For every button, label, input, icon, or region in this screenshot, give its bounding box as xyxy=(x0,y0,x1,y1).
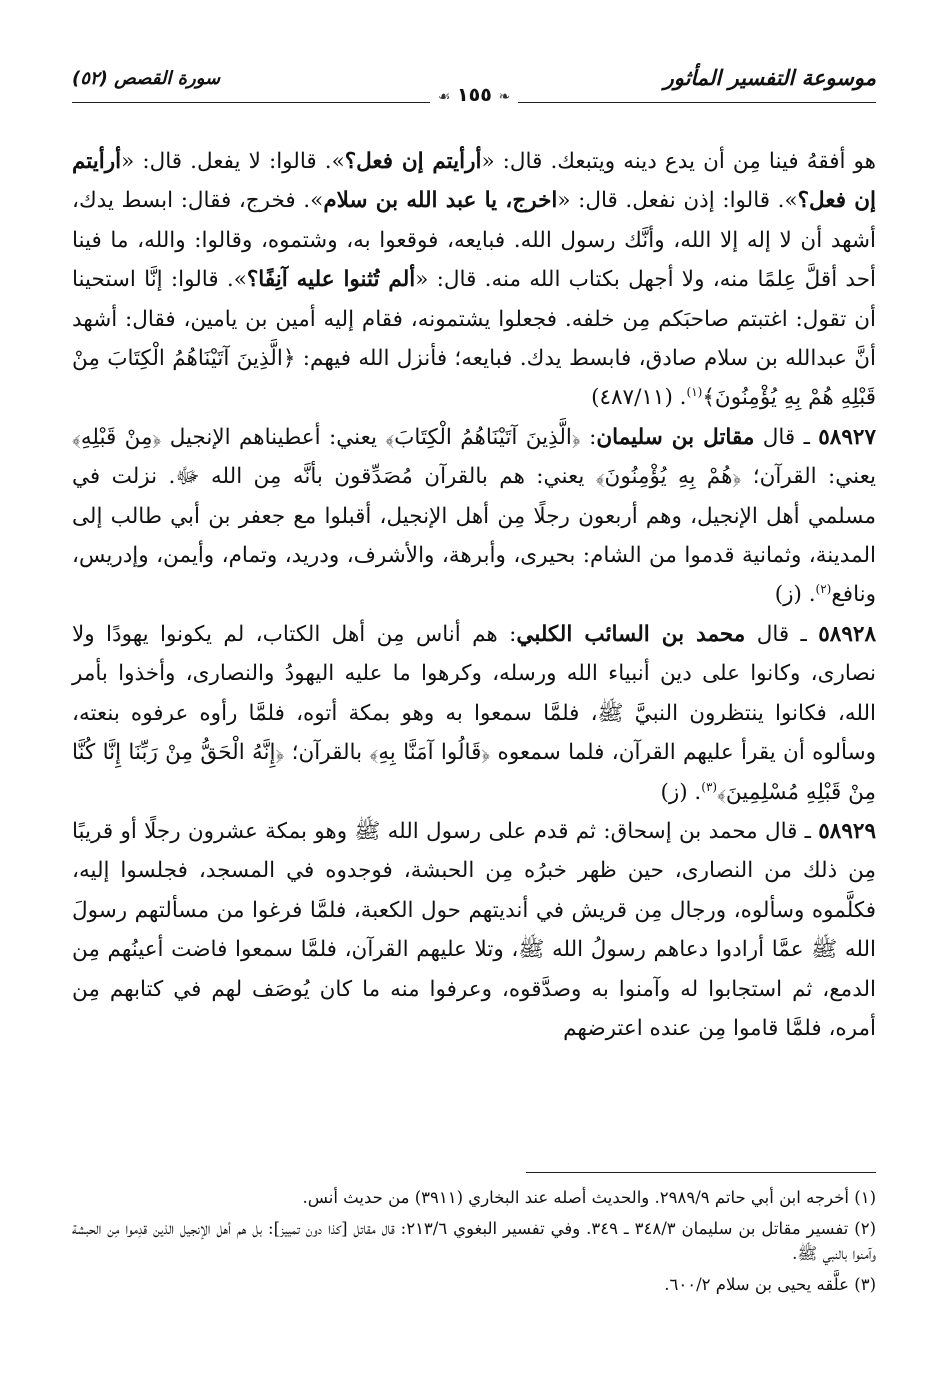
quran-verse: ﴿هُمْ بِهِ يُؤْمِنُونَ﴾ xyxy=(595,464,742,490)
narrator-name: مقاتل بن سليمان xyxy=(596,424,755,450)
entry-number: ٥٨٩٢٨ xyxy=(818,621,876,647)
book-title: موسوعة التفسير المأثور xyxy=(663,66,876,90)
entry-number: ٥٨٩٢٩ xyxy=(818,818,876,844)
page-number-block xyxy=(430,84,518,106)
footnote: (٢) تفسير مقاتل بن سليمان ٣٤٨/٣ ـ ٣٤٩. وفي تفسير البغوي ٢١٣/٦: قال مقاتل [كذا دون تمييز]: بل هم أهل الإنجيل الذين قدِموا مِن الحبشة وآمنوا بالنبي ﷺ. xyxy=(72,1219,876,1263)
footnote-divider xyxy=(526,1172,876,1173)
quran-verse: ﴿قَالُوا آمَنَّا بِهِ﴾ xyxy=(369,740,491,766)
page-number: ١٥٥ xyxy=(457,84,492,106)
footnote: (٣) علَّقه يحيى بن سلام ٦٠٠/٢. xyxy=(664,1275,876,1294)
footnote-ref: (١) xyxy=(686,385,703,400)
footnotes xyxy=(72,1172,876,1303)
quran-verse: ﴿الَّذِينَ آتَيْنَاهُمُ الْكِتَابَ مِنْ قَبْلِهِ هُمْ بِهِ يُؤْمِنُونَ﴾ xyxy=(72,346,876,411)
entry-number: ٥٨٩٢٧ xyxy=(818,424,876,450)
entry-paragraph: ٥٨٩٢٧ ـ قال مقاتل بن سليمان: ﴿الَّذِينَ آتَيْنَاهُمُ الْكِتَابَ﴾ يعني: أعطيناهم الإنجيل ﴿مِنْ قَبْلِهِ﴾ يعني: القرآن؛ ﴿هُمْ بِهِ يُؤْمِنُونَ﴾ يعني: هم بالقرآن مُصَدِّقون بأنَّه مِن الله ﷻ. نزلت في مسلمي أهل الإنجيل، وهم أربعون رجلًا مِن أهل الإنجيل، أقبلوا مع جعفر بن أبي طالب إلى المدينة، وثمانية قدموا من الشام: بحيرى، وأبرهة، والأشرف، ودريد، وتمام، وأيمن، وإدريس، ونافع$^{(٢)}$. (ز) xyxy=(72,424,876,608)
footnote: (١) أخرجه ابن أبي حاتم ٢٩٨٩/٩. والحديث أصله عند البخاري (٣٩١١) من حديث أنس. xyxy=(302,1188,876,1207)
ornament-icon: ❧ xyxy=(498,89,511,105)
main-text xyxy=(72,142,876,1048)
surah-title: سورة القصص (٥٢) xyxy=(72,68,221,89)
quran-verse: ﴿إِنَّهُ الْحَقُّ مِنْ رَبِّنَا إِنَّا كُنَّا مِنْ قَبْلِهِ مُسْلِمِينَ﴾ xyxy=(72,740,876,805)
entry-paragraph: ٥٨٩٢٨ ـ قال محمد بن السائب الكلبي: هم أناس مِن أهل الكتاب، لم يكونوا يهودًا ولا نصارى، وكانوا على دين أنبياء الله ورسله، وكرهوا ما عليه اليهودُ والنصارى، وأخذوا بأمر الله، فكانوا ينتظرون النبيَّ ﷺ، فلمَّا سمعوا به وهو بمكة أتوه، فلمَّا رأوه عرفوه بنعته، وسألوه أن يقرأ عليهم القرآن، فلما سمعوه ﴿قَالُوا آمَنَّا بِهِ﴾ بالقرآن؛ ﴿إِنَّهُ الْحَقُّ مِنْ رَبِّنَا إِنَّا كُنَّا مِنْ قَبْلِهِ مُسْلِمِينَ﴾$^{(٣)}$. (ز) xyxy=(72,621,876,805)
continuation-paragraph: هو أفقهُ فينا مِن أن يدع دينه ويتبعك. قال: «أرأيتم إن فعل؟». قالوا: لا يفعل. قال: «أرأيتم إن فعل؟». قالوا: إذن نفعل. قال: «اخرج، يا عبد الله بن سلام». فخرج، فقال: ابسط يدك، أشهد أن لا إله إلا الله، وأنَّك رسول الله. فبايعه، فوقعوا به، وشتموه، وقالوا: والله، ما فينا أحد أقلَّ عِلمًا منه، ولا أجهل بكتاب الله منه. قال: «ألم تُثنوا عليه آنِفًا؟». قالوا: إنَّا استحينا أن تقول: اغتبتم صاحبَكم مِن خلفه. فجعلوا يشتمونه، فقام إليه أمين بن يامين، فقال: أشهد أنَّ عبدالله بن سلام صادق، فابسط يدك. فبايعه؛ فأنزل الله فيهم: ﴿الَّذِينَ آتَيْنَاهُمُ الْكِتَابَ مِنْ قَبْلِهِ هُمْ بِهِ يُؤْمِنُونَ﴾$^{(١)}$. (٤٨٧/١١) xyxy=(72,149,877,411)
narrator-name: محمد بن السائب الكلبي xyxy=(516,621,746,647)
footnote-ref: (٣) xyxy=(701,779,718,794)
entry-paragraph: ٥٨٩٢٩ ـ قال محمد بن إسحاق: ثم قدم على رسول الله ﷺ وهو بمكة عشرون رجلًا أو قريبًا مِن ذلك من النصارى، حين ظهر خبرُه مِن الحبشة، فوجدوه في المسجد، فجلسوا إليه، فكلَّموه وسألوه، ورجال مِن قريش في أنديتهم حول الكعبة، فلمَّا فرغوا من مسألتهم رسولَ الله ﷺ عمَّا أرادوا دعاهم رسولُ الله ﷺ، وتلا عليهم القرآن، فلمَّا سمعوا فاضت أعينُهم مِن الدمع، ثم استجابوا له وآمنوا به وصدَّقوه، وعرفوا منه ما كان يُوصَف لهم في كتابهم مِن أمره، فلمَّا قاموا مِن عنده اعترضهم xyxy=(72,818,876,1041)
page-header xyxy=(72,62,876,106)
footnote-ref: (٢) xyxy=(815,582,832,597)
quran-verse: ﴿الَّذِينَ آتَيْنَاهُمُ الْكِتَابَ﴾ xyxy=(385,424,581,450)
ornament-icon: ☙ xyxy=(437,89,451,105)
quran-verse: ﴿مِنْ قَبْلِهِ﴾ xyxy=(72,424,162,450)
